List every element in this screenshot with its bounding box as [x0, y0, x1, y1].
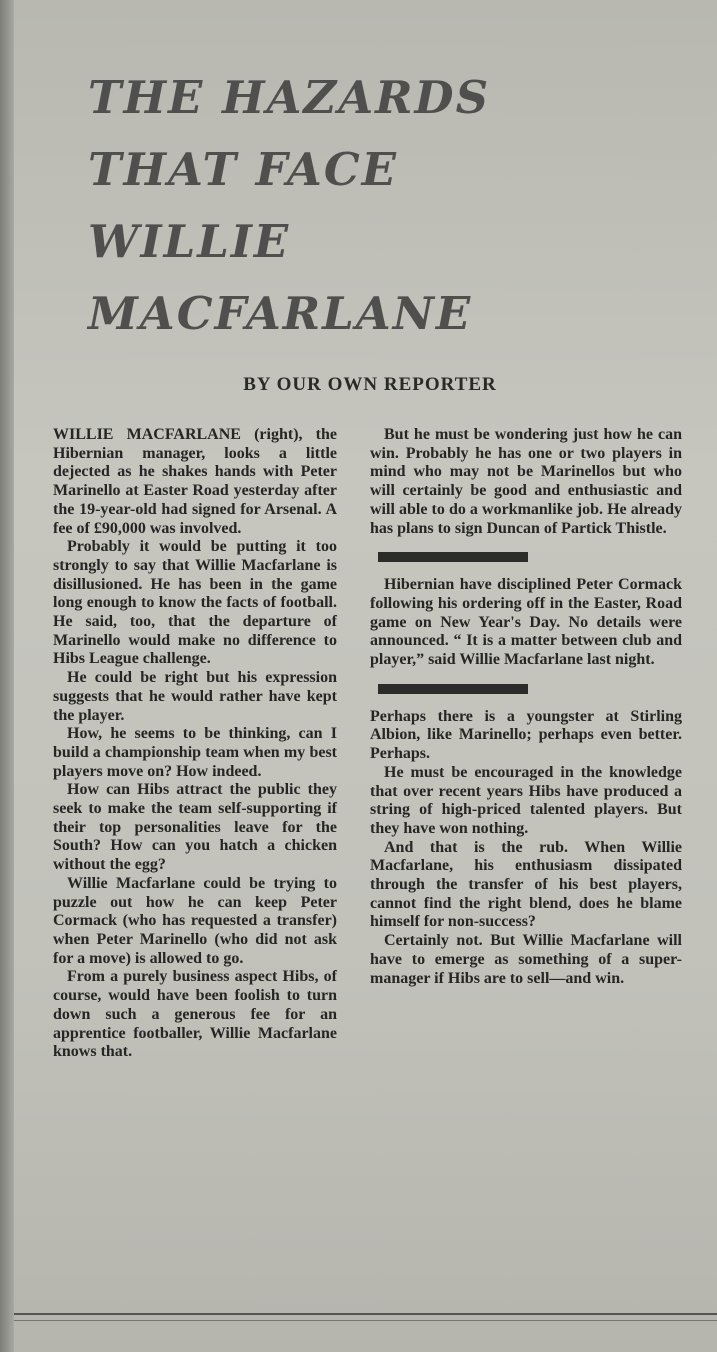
left-paragraph-6: Willie Macfarlane could be trying to puzzle out how he can keep Peter Cormack (who has requested a transfer) when Peter Marinello (who did not ask for a move) is allowed to go.: [53, 874, 337, 967]
section-divider-1: [378, 552, 528, 562]
bottom-rule-thin: [14, 1320, 717, 1321]
bottom-rule: [14, 1313, 717, 1315]
right-paragraph-1: But he must be wondering just how he can win. Probably he has one or two players in mind who may not be Marinellos but who will certainly be good and enthusiastic and will able to do a workmanlike job. He already has plans to sign Duncan of Partick Thistle.: [370, 426, 682, 537]
headline-line-3: WILLIE: [88, 215, 291, 268]
section-divider-2: [378, 684, 528, 694]
right-paragraph-5: And that is the rub. When Willie Macfarlane, his enthusiasm dissipated through the transfer of his best players, cannot find the right blend, does he blame himself for non-success?: [370, 838, 682, 931]
page-edge-shadow: [0, 0, 14, 1352]
right-paragraph-2: Hibernian have disciplined Peter Cormack following his ordering off in the Easter, Road game on New Year's Day. No details were announced. “ It is a matter between club and player,” said Willie Macfarlane last night.: [370, 576, 682, 669]
left-paragraph-5: How can Hibs attract the public they seek to make the team self-supporting if their top personalities leave for the South? How can you hatch a chicken without the egg?: [53, 781, 337, 874]
left-paragraph-7: From a purely business aspect Hibs, of course, would have been foolish to turn down such a generous fee for an apprentice footballer, Willie Macfarlane knows that.: [53, 968, 337, 1061]
headline: [88, 62, 648, 350]
left-column: [53, 426, 337, 1062]
left-paragraph-4: How, he seems to be thinking, can I build a championship team when my best players move on? How indeed.: [53, 725, 337, 780]
headline-line-2: THAT FACE: [88, 143, 398, 196]
headline-line-1: THE HAZARDS: [88, 71, 491, 124]
right-paragraph-6: Certainly not. But Willie Macfarlane will have to emerge as something of a super-manager if Hibs are to sell—and win.: [370, 932, 682, 987]
left-paragraph-2: Probably it would be putting it too strongly to say that Willie Macfarlane is disillusioned. He has been in the game long enough to know the facts of football. He said, too, that the departure of Marinello would make no difference to Hibs League challenge.: [53, 538, 337, 668]
headline-line-4: MACFARLANE: [88, 287, 473, 340]
byline: BY OUR OWN REPORTER: [243, 374, 497, 395]
right-paragraph-4: He must be encouraged in the knowledge that over recent years Hibs have produced a string of high-priced talented players. But they have won nothing.: [370, 763, 682, 837]
left-paragraph-1: WILLIE MACFARLANE (right), the Hibernian manager, looks a little dejected as he shakes hands with Peter Marinello at Easter Road yesterday after the 19-year-old had signed for Arsenal. A fee of £90,000 was involved.: [53, 426, 337, 537]
right-paragraph-3: Perhaps there is a youngster at Stirling Albion, like Marinello; perhaps even better. Perhaps.: [370, 707, 682, 763]
right-column: [370, 426, 682, 988]
left-paragraph-3: He could be right but his expression suggests that he would rather have kept the player.: [53, 669, 337, 724]
